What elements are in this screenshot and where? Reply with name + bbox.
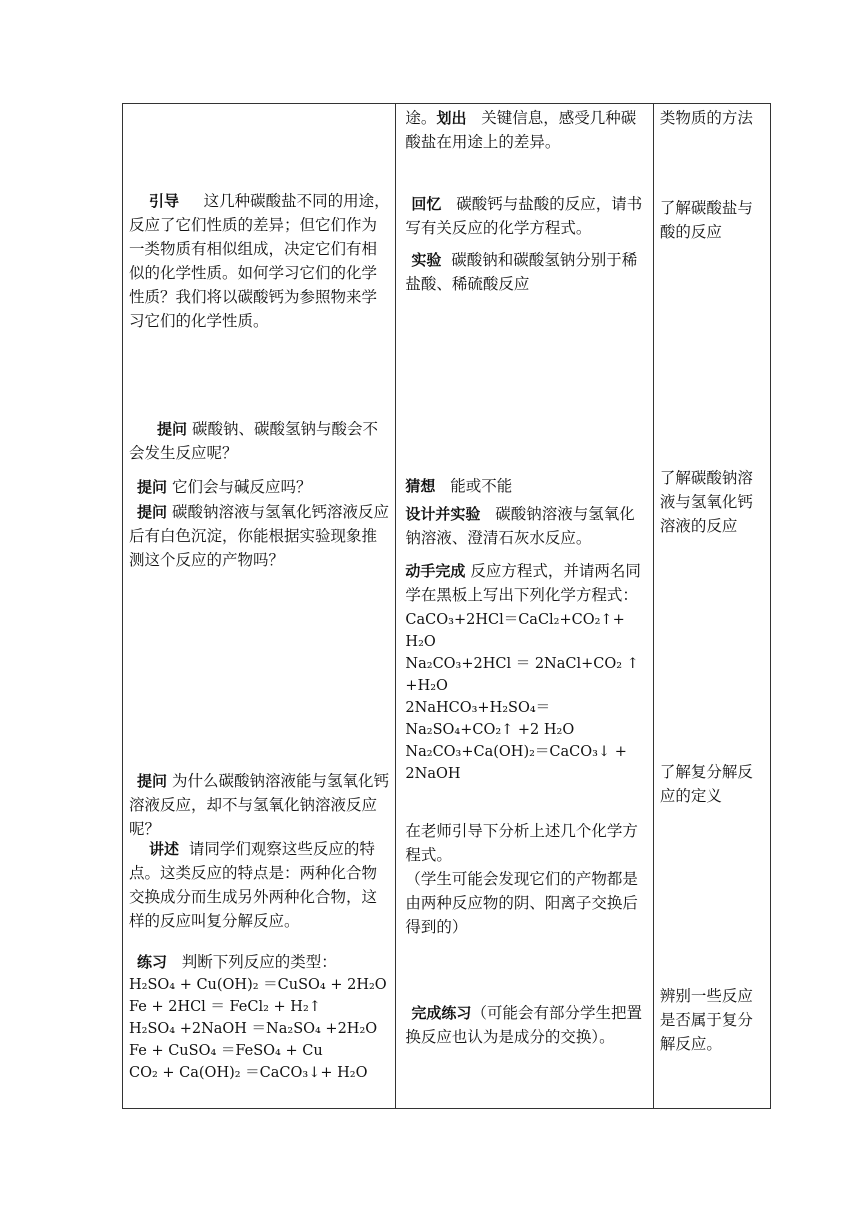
question-4-text: 为什么碳酸钠溶液能与氢氧化钙溶液反应，却不与氢氧化钠溶液反应呢？ bbox=[129, 772, 389, 838]
recall-text: 碳酸钙与盐酸的反应，请书写有关反应的化学方程式。 bbox=[405, 195, 643, 237]
design-label: 设计并实验 bbox=[405, 505, 481, 523]
complete-text: （可能会有部分学生把置换反应也认为是成分的交换）。 bbox=[405, 1004, 642, 1046]
intent-text: 辨别一些反应是否属于复分解反应。 bbox=[659, 987, 753, 1053]
complete-label: 完成练习 bbox=[411, 1004, 472, 1022]
experiment-text: 碳酸钠和碳酸氢钠分别于稀盐酸、稀硫酸反应 bbox=[405, 251, 638, 293]
question-3-label: 提问 bbox=[137, 503, 168, 521]
guess-text: 能或不能 bbox=[450, 477, 513, 495]
question-4 bbox=[129, 769, 391, 841]
do-text: 反应方程式，并请两名同学在黑板上写出下列化学方程式： bbox=[405, 562, 641, 604]
intent-text: 类物质的方法 bbox=[659, 109, 753, 127]
highlight-text: 关键信息，感受几种碳酸盐在用途上的差异。 bbox=[405, 109, 637, 151]
intent-method bbox=[660, 106, 766, 130]
student-activity-cell bbox=[396, 104, 653, 1109]
exercise-equation: H₂SO₄ +2NaOH ＝Na₂SO₄ +2H₂O bbox=[129, 1021, 378, 1037]
exercise-equation: H₂SO₄ + Cu(OH)₂ ＝CuSO₄ + 2H₂O bbox=[129, 977, 387, 993]
guess-task bbox=[405, 474, 648, 498]
exercise-equation: Fe + CuSO₄ ＝FeSO₄ + Cu bbox=[129, 1043, 323, 1059]
question-2 bbox=[129, 475, 391, 499]
intent-text: 了解复分解反应的定义 bbox=[659, 763, 753, 805]
equation: Na₂CO₃+Ca(OH)₂＝CaCO₃↓ + 2NaOH bbox=[405, 744, 627, 782]
intent-distinguish bbox=[660, 984, 766, 1056]
teacher-activity-cell bbox=[123, 104, 396, 1109]
intent-acid bbox=[660, 196, 766, 244]
do-task bbox=[405, 559, 648, 785]
exercise-label: 练习 bbox=[137, 953, 168, 971]
question-1 bbox=[129, 417, 391, 465]
guide-text: 这几种碳酸盐不同的用途，反应了它们性质的差异；但它们作为一类物质有相似组成，决定它们有相似的化学性质。如何学习它们的化学性质？我们将以碳酸钙为参照物来学习它们的化学性质。 bbox=[129, 192, 390, 330]
design-text: 碳酸钠溶液与氢氧化钠溶液、澄清石灰水反应。 bbox=[405, 505, 635, 547]
lesson-plan-table bbox=[122, 103, 771, 1109]
narration-label: 讲述 bbox=[149, 840, 180, 858]
note-text: （学生可能会发现它们的产物都是由两种反应物的阴、阳离子交换后得到的） bbox=[405, 870, 638, 936]
design-task bbox=[405, 502, 648, 550]
intent-text: 了解碳酸钠溶液与氢氧化钙溶液的反应 bbox=[659, 469, 753, 535]
exercise-equation: CO₂ + Ca(OH)₂ ＝CaCO₃↓+ H₂O bbox=[129, 1065, 368, 1081]
highlight-label: 划出 bbox=[436, 109, 467, 127]
recall-label: 回忆 bbox=[411, 195, 442, 213]
experiment-task bbox=[405, 248, 648, 296]
exercise-text: 判断下列反应的类型： bbox=[181, 953, 337, 971]
equation: CaCO₃+2HCl＝CaCl₂+CO₂↑+ H₂O bbox=[405, 612, 625, 650]
exercise-equation: Fe + 2HCl ＝ FeCl₂ + H₂↑ bbox=[129, 999, 321, 1015]
analyze-text: 在老师引导下分析上述几个化学方程式。 bbox=[405, 822, 638, 864]
narration bbox=[129, 837, 391, 933]
equation: 2NaHCO₃+H₂SO₄＝Na₂SO₄+CO₂↑ +2 H₂O bbox=[405, 700, 575, 738]
question-2-label: 提问 bbox=[137, 478, 168, 496]
intent-definition bbox=[660, 760, 766, 808]
intent-text: 了解碳酸盐与酸的反应 bbox=[659, 199, 753, 241]
question-3 bbox=[129, 500, 391, 572]
intent-base bbox=[660, 466, 766, 538]
question-4-label: 提问 bbox=[137, 772, 168, 790]
question-1-text: 碳酸钠、碳酸氢钠与酸会不会发生反应呢？ bbox=[129, 420, 378, 462]
complete-exercise bbox=[405, 1001, 648, 1049]
highlight-task bbox=[405, 106, 648, 154]
question-3-text: 碳酸钠溶液与氢氧化钙溶液反应后有白色沉淀，你能根据实验现象推测这个反应的产物吗？ bbox=[129, 503, 389, 569]
guide-paragraph bbox=[129, 189, 391, 333]
experiment-label: 实验 bbox=[411, 251, 442, 269]
question-1-label: 提问 bbox=[157, 420, 188, 438]
exercise bbox=[129, 950, 391, 1084]
do-label: 动手完成 bbox=[405, 562, 466, 580]
guess-label: 猜想 bbox=[405, 477, 436, 495]
narration-text: 请同学们观察这些反应的特点。这类反应的特点是：两种化合物交换成分而生成另外两种化合物，这样的反应叫复分解反应。 bbox=[129, 840, 378, 930]
design-intent-cell bbox=[653, 104, 770, 1109]
analyze-task bbox=[405, 819, 648, 939]
top-prefix: 途。 bbox=[405, 109, 437, 127]
question-2-text: 它们会与碱反应吗？ bbox=[171, 478, 312, 496]
equation: Na₂CO₃+2HCl ＝ 2NaCl+CO₂ ↑ +H₂O bbox=[405, 656, 639, 694]
guide-label: 引导 bbox=[149, 192, 180, 210]
recall-task bbox=[405, 192, 648, 240]
